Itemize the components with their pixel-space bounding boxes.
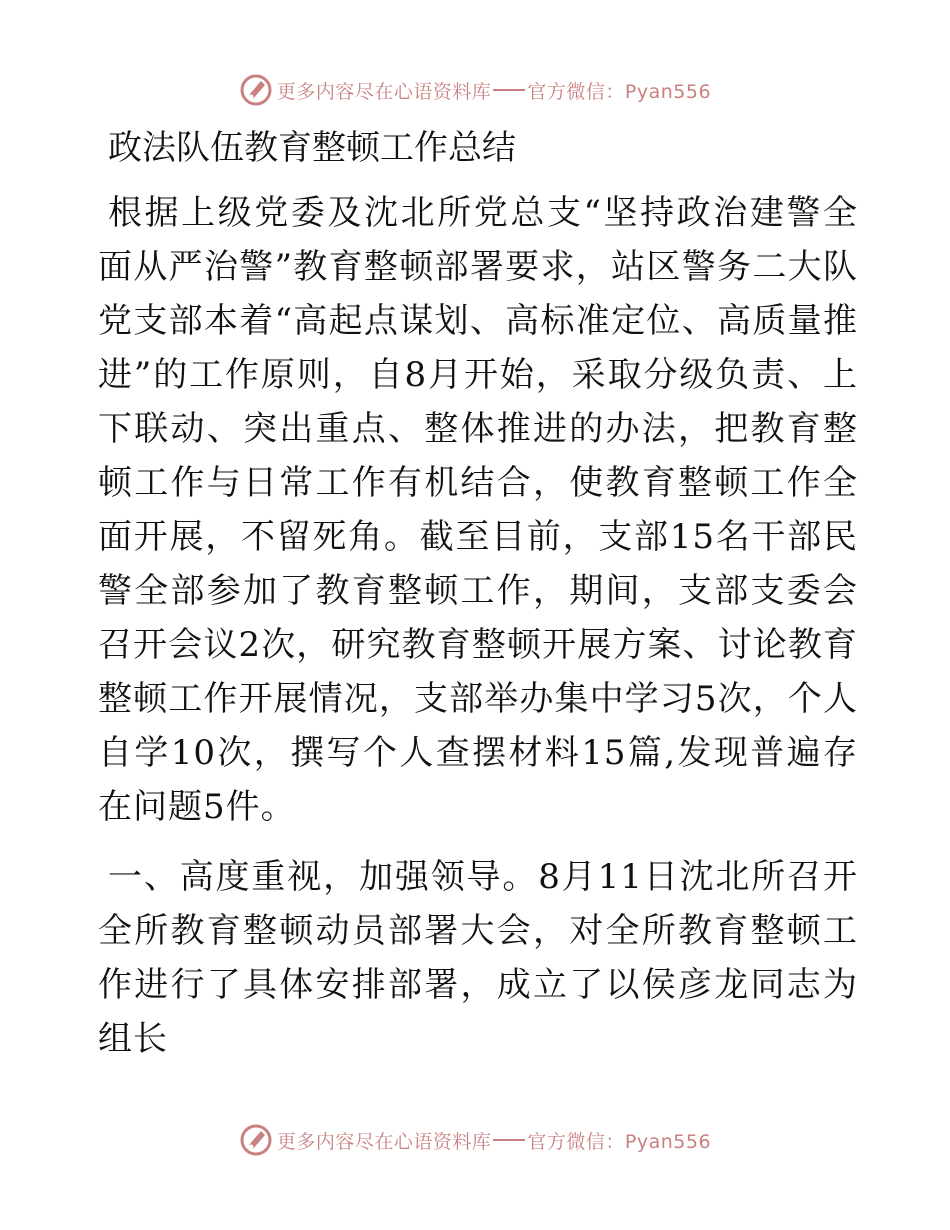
watermark-text: 更多内容尽在心语资料库 (276, 80, 492, 103)
watermark-header (0, 70, 950, 110)
document-body (98, 122, 858, 1082)
watermark-text: 更多内容尽在心语资料库 (276, 1130, 492, 1153)
paragraph-1: 根据上级党委及沈北所党总支“坚持政治建警全面从严治警”教育整顿部署要求，站区警务二大队党支部本着“高起点谋划、高标准定位、高质量推进”的工作原则，自8月开始，采取分级负责、上下联动、突出重点、整体推进的办法，把教育整顿工作与日常工作有机结合，使教育整顿工作全面开展，不留死角。截至目前，支部15名干部民警全部参加了教育整顿工作，期间，支部支委会召开会议2次，研究教育整顿开展方案、讨论教育整顿工作开展情况，支部举办集中学习5次，个人自学10次，撰写个人查摆材料15篇,发现普遍存在问题5件。 (98, 193, 858, 827)
document-title: 政法队伍教育整顿工作总结 (108, 128, 516, 168)
watermark-dash (493, 1139, 525, 1141)
logo-icon (239, 1123, 273, 1157)
watermark-suffix: 官方微信：Pyan556 (527, 1130, 712, 1153)
paragraph-2: 一、高度重视，加强领导。8月11日沈北所召开全所教育整顿动员部署大会，对全所教育整顿工作进行了具体安排部署，成立了以侯彦龙同志为组长 (98, 857, 858, 1059)
logo-icon (239, 73, 273, 107)
watermark-dash (493, 89, 525, 91)
watermark-suffix: 官方微信：Pyan556 (527, 80, 712, 103)
watermark-footer (0, 1120, 950, 1160)
